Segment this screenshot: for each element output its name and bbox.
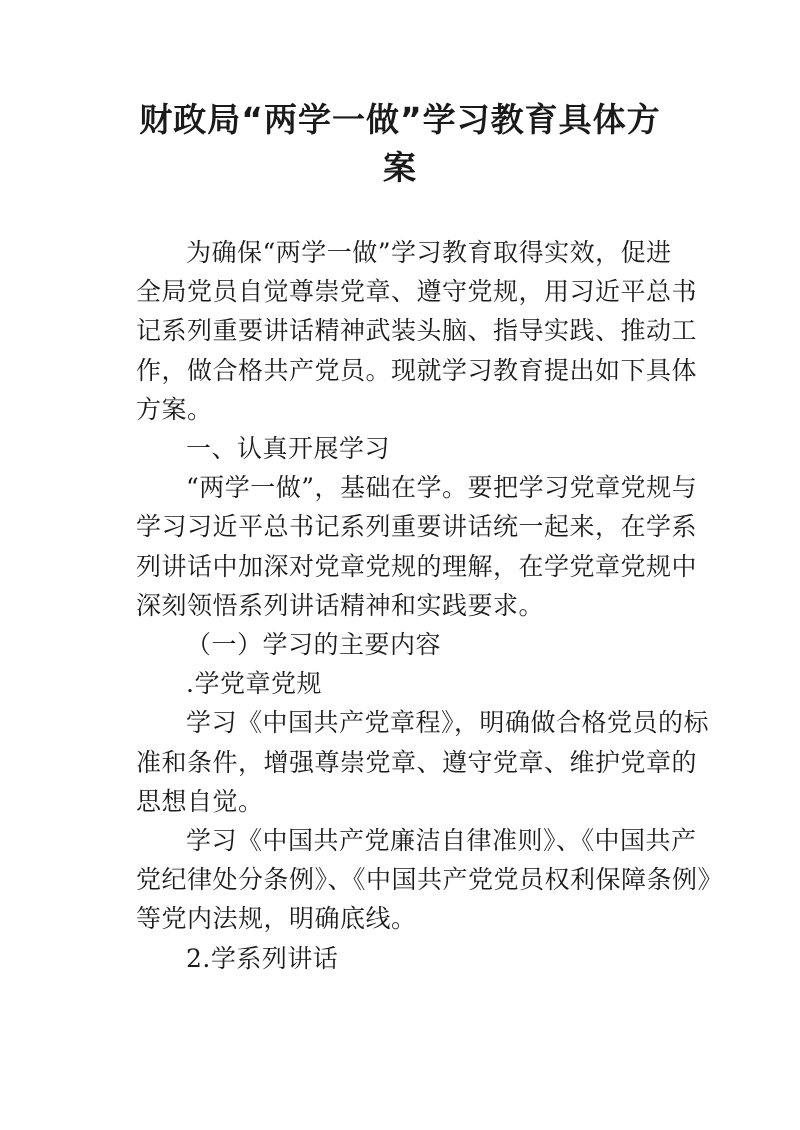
- title-line-1: 财政局“两学一做”学习教育具体方: [139, 100, 661, 139]
- text-line: 方案。: [136, 394, 213, 424]
- text-line: （一）学习的主要内容: [186, 630, 442, 660]
- document-body: [136, 233, 724, 978]
- text-line: 思想自觉。: [136, 786, 264, 816]
- text-line: 等党内法规，明确底线。: [136, 904, 417, 934]
- item-heading-2: [136, 939, 676, 978]
- paragraph-party-regulations: [136, 821, 724, 939]
- text-line: “两学一做”，基础在学。要把学习党章党规与: [186, 473, 698, 503]
- title-line-2: 案: [383, 148, 417, 187]
- item-heading-1: [136, 664, 676, 703]
- text-line: 学习《中国共产党廉洁自律准则》、《中国共产: [186, 826, 697, 856]
- text-line: 列讲话中加深对党章党规的理解，在学党章党规中: [136, 551, 698, 581]
- text-line: 记系列重要讲话精神武装头脑、指导实践、推动工: [136, 316, 698, 346]
- paragraph-party-constitution: [136, 703, 710, 821]
- text-line: 学习习近平总书记系列重要讲话统一起来，在学系: [136, 512, 698, 542]
- text-line: 为确保“两学一做”学习教育取得实效，促进: [186, 238, 672, 267]
- document-title: [120, 96, 680, 192]
- text-line: 作，做合格共产党员。现就学习教育提出如下具体: [136, 355, 698, 385]
- paragraph-study-basis: [136, 468, 698, 625]
- text-line: 准和条件，增强尊崇党章、遵守党章、维护党章的: [136, 747, 698, 777]
- text-line: 党纪律处分条例》、《中国共产党党员权利保障条例》: [136, 865, 724, 895]
- text-line: 一、认真开展学习: [186, 434, 391, 464]
- text-line: 全局党员自觉尊崇党章、遵守党规，用习近平总书: [136, 277, 698, 307]
- text-line: 深刻领悟系列讲话精神和实践要求。: [136, 590, 545, 620]
- section-heading-1: [136, 429, 676, 468]
- paragraph-intro: [136, 233, 698, 429]
- text-line: 学习《中国共产党章程》，明确做合格党员的标: [186, 708, 710, 738]
- subsection-heading-1: [136, 625, 676, 664]
- text-line: 2.学系列讲话: [186, 943, 339, 973]
- text-line: .学党章党规: [186, 669, 322, 699]
